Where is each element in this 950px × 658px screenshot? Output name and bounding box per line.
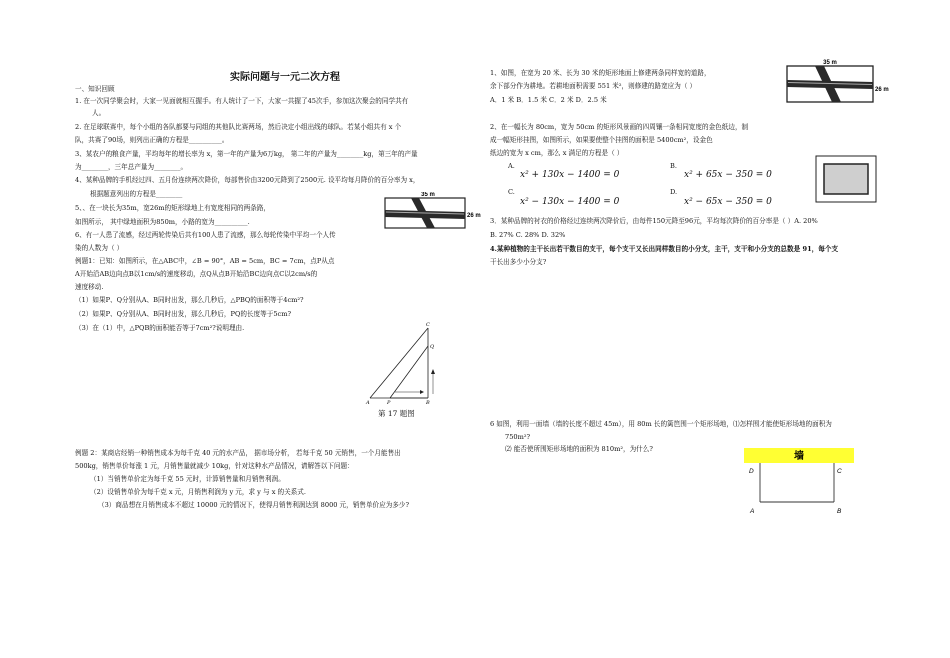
question-2: 2. 在足球联赛中，每个小组的各队都要与同组的其他队比赛两场，然后决定小组出线的球队。若某小组共有 x 个	[75, 123, 402, 131]
option-a-label: A.	[508, 162, 515, 170]
framed-picture-figure	[815, 155, 877, 205]
option-c-equation: x² − 130x − 1400 = 0	[520, 197, 620, 207]
example-1-sub1: （1）如果P、Q分别从A、B同时出发，那么几秒后，△PBQ的面积等于4cm²?	[75, 296, 304, 304]
option-a-equation: x² + 130x − 1400 = 0	[520, 170, 620, 180]
example-1-cont: A开始沿AB边向点B以1cm/s的速度移动，点Q从点B开始沿BC边向点C以2cm/s的	[75, 270, 318, 278]
question-5: 5、、在一块长为35m，宽26m的矩形绿地上有宽度相同的两条路，	[75, 204, 271, 212]
example-1-cont2: 速度移动.	[75, 283, 104, 291]
right-question-3-options: B. 27% C. 28% D. 32%	[490, 231, 566, 239]
example-2-cont: 500kg，销售单价每涨 1 元，月销售量就减少 10kg，针对这种水产品情况，请解答以下问题：	[75, 462, 354, 470]
right-question-2-cont: 成一幅矩形挂图，如图所示，如果要使整个挂图的面积是 5400cm²，设金色	[490, 136, 713, 144]
question-6-cont: 染的人数为（ ）	[75, 244, 124, 252]
question-5-cont: 如图所示， 其中绿地面积为850m，小路的宽为__________.	[75, 218, 250, 226]
example-2-sub2: （2）设销售单价为每千克 x 元，月销售利润为 y 元，求 y 与 x 的关系式.	[90, 488, 306, 496]
right-question-1-cont: 余下部分作为耕地。若耕地面积需要 551 米²，则修建的路宽应为（ ）	[490, 82, 697, 90]
right-question-4-cont: 干长出多少小分支?	[490, 258, 547, 266]
option-b-label: B.	[670, 162, 677, 170]
point-a-label: A	[366, 400, 370, 406]
right-question-2-cont2: 纸边的宽为 x cm，那么 x 满足的方程是（ ）	[490, 149, 624, 157]
road-figure-right	[785, 58, 895, 106]
point-c-label: C	[426, 322, 430, 328]
question-6: 6、有一人患了流感，经过两轮传染后共有100人患了流感，那么每轮传染中平均一个人传	[75, 231, 336, 239]
point-b-label: B	[426, 400, 430, 406]
example-1-sub3: （3）在（1）中，△PQB的面积能否等于7cm²?说明理由.	[75, 324, 245, 332]
option-d-label: D.	[670, 188, 678, 196]
right-question-6-cont2: ⑵ 能否使所围矩形场地的面积为 810m²，为什么?	[505, 445, 653, 453]
question-1-cont: 人。	[92, 109, 106, 117]
road-figure	[383, 192, 483, 232]
option-c-label: C.	[508, 188, 515, 196]
figure-17-caption: 第 17 题图	[378, 409, 415, 418]
example-1: 例题1：已知：如图所示，在△ABC中，∠B = 90°，AB = 5cm，BC = 7cm，点P从点	[75, 257, 335, 265]
question-3: 3、某农户的粮食产量，平均每年的增长率为 x，第一年的产量为6万kg， 第二年的产量为________kg，第三年的产量	[75, 150, 418, 158]
right-question-4: 4.某种植物的主干长出若干数目的支干，每个支干又长出同样数目的小分支，主干，支干和小分支的总数是 91，每个支	[490, 245, 839, 253]
wall-label: 墙	[794, 451, 804, 462]
right-road-width-label: 35 m	[823, 60, 837, 66]
page-title: 实际问题与一元二次方程	[230, 72, 340, 83]
point-q-label: Q	[430, 344, 435, 350]
point-a2-label: A	[750, 508, 755, 515]
point-p-label: P	[387, 400, 391, 406]
question-1: 1. 在一次同学聚会时，大家一见面就相互握手。有人统计了一下，大家一共握了45次手，参加这次聚会的同学共有	[75, 97, 409, 105]
point-c2-label: C	[837, 468, 842, 475]
section-heading: 一、知识回顾	[75, 85, 115, 93]
point-d-label: D	[749, 468, 754, 475]
option-d-equation: x² − 65x − 350 = 0	[684, 197, 772, 207]
wall-figure	[742, 447, 857, 519]
right-question-3: 3．某种品牌的衬衣的价格经过连续两次降价后，由每件150元降至96元，平均每次降价的百分率是（ ）A. 20%	[490, 217, 818, 225]
point-b2-label: B	[837, 508, 842, 515]
road-width-label: 35 m	[421, 192, 435, 198]
triangle-figure	[360, 320, 440, 410]
right-question-2: 2、在一幅长为 80cm，宽为 50cm 的矩形风景画的四周镶一条相同宽度的金色纸边，制	[490, 123, 749, 131]
example-2: 例题 2：某商店经销一种销售成本为每千克 40 元的水产品， 据市场分析， 若每千克 50 元销售，一个月能售出	[75, 449, 401, 457]
right-question-6-cont: 750m²?	[505, 433, 531, 441]
option-b-equation: x² + 65x − 350 = 0	[684, 170, 772, 180]
right-question-6: 6 如图，利用一面墙（墙的长度不超过 45m），用 80m 长的篱笆围一个矩形场地，⑴怎样围才能使矩形场地的面积为	[490, 420, 832, 428]
right-question-1: 1、如图，在宽为 20 米、长为 30 米的矩形地面上修建两条同样宽的道路，	[490, 69, 711, 77]
question-4-cont: 根据题意列出的方程是________	[90, 190, 183, 198]
question-4: 4、某种品牌的手机经过四、五月份连续两次降价，每部售价由3200元降到了2500元. 设平均每月降价的百分率为 x，	[75, 176, 420, 184]
question-3-cont: 为________，三年总产量为________。	[75, 163, 188, 171]
question-2-cont: 队，共赛了90场，则列出正确的方程是__________。	[75, 136, 229, 144]
right-road-height-label: 26 m	[875, 87, 889, 93]
example-1-sub2: （2）如果P、Q分别从A、B同时出发，那么几秒后，PQ的长度等于5cm?	[75, 310, 292, 318]
road-height-label: 26 m	[467, 213, 481, 219]
example-2-sub3: （3）商品想在月销售成本不超过 10000 元的情况下，使得月销售利润达到 8000 元，销售单价应为多少?	[98, 501, 410, 509]
right-question-1-options: A．1 米 B．1.5 米 C．2 米 D．2.5 米	[490, 96, 607, 104]
example-2-sub1: （1）当销售单价定为每千克 55 元时，计算销售量和月销售利润。	[90, 475, 285, 483]
